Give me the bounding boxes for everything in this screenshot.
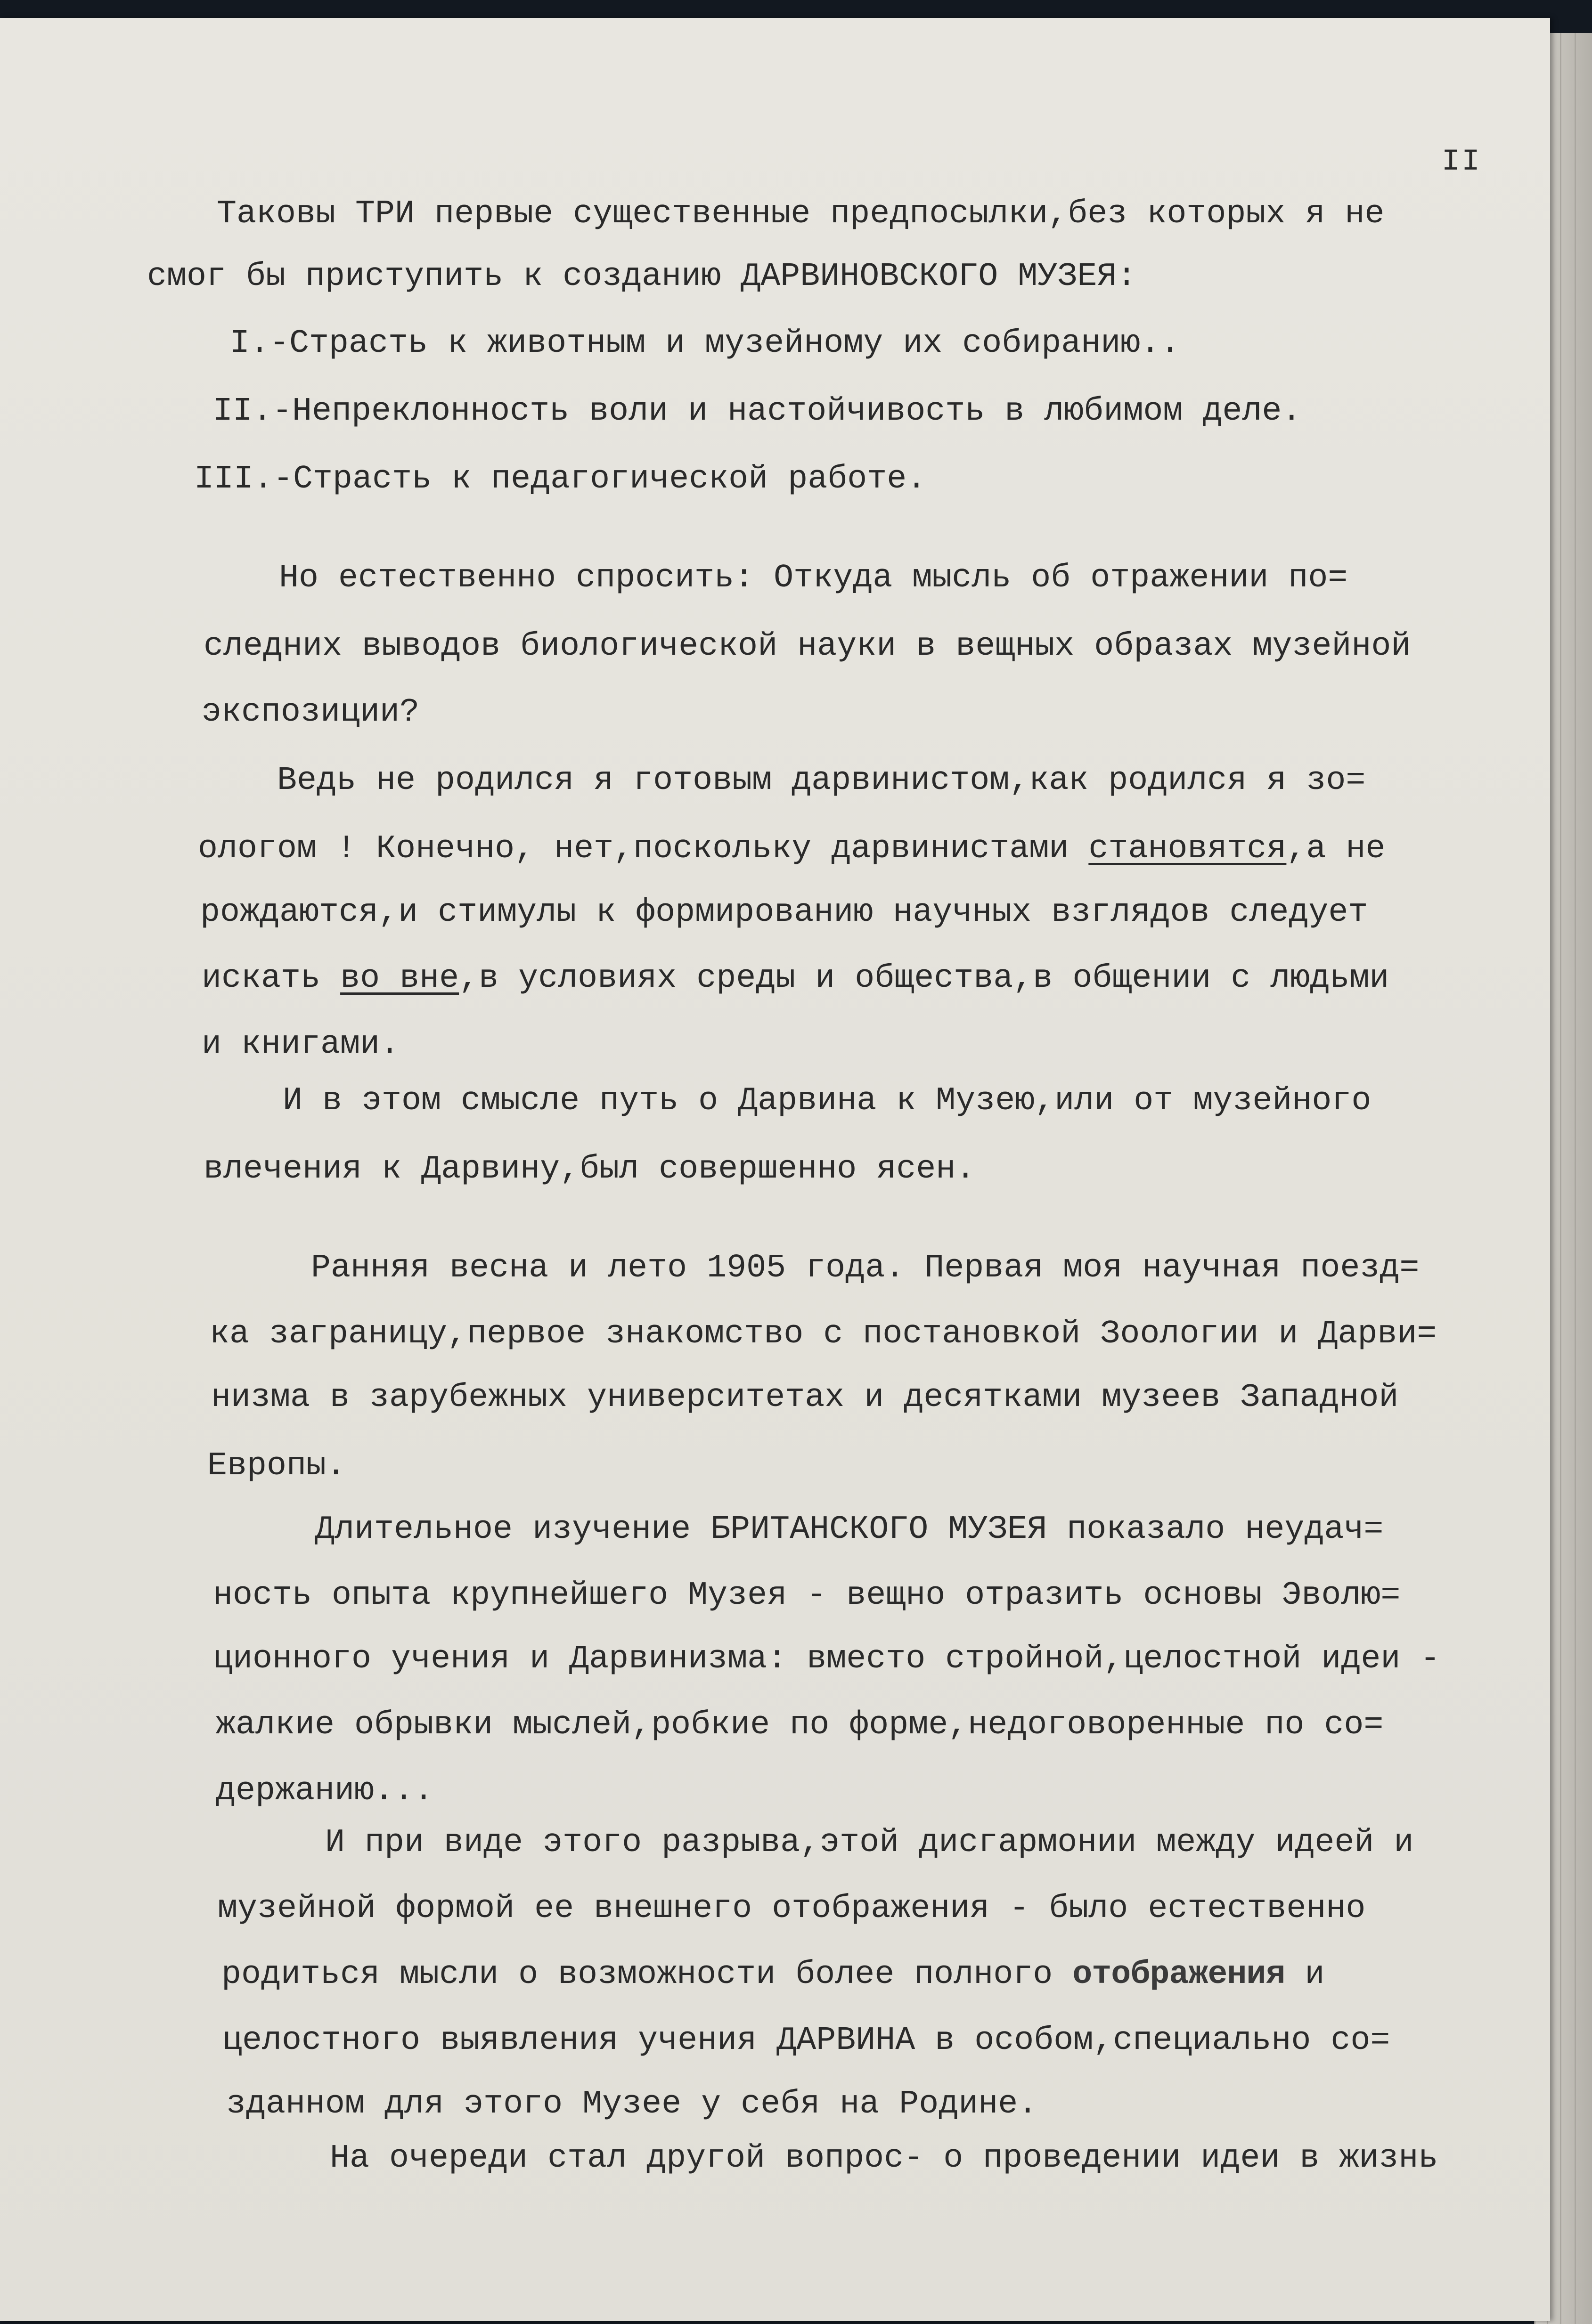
text-line: Ранняя весна и лето 1905 года. Первая моя научная поезд= [311, 1250, 1420, 1287]
text-line: III.-Страсть к педагогической работе. [194, 461, 927, 498]
text-line: жалкие обрывки мыслей,робкие по форме,недоговоренные по со= [216, 1706, 1384, 1744]
text-line: и книгами. [202, 1026, 400, 1063]
text-line: рождаются,и стимулы к формированию научных взглядов следует [200, 894, 1368, 931]
page-number: II [1442, 145, 1482, 179]
text-line: музейной формой ее внешнего отображения - было естественно [218, 1890, 1366, 1927]
text-segment: родиться мысли о возможности более полного [221, 1956, 1073, 1993]
text-segment: ,а не [1286, 830, 1386, 868]
text-line: Ведь не родился я готовым дарвинистом,как родился я зо= [277, 762, 1366, 799]
text-line-with-emphasis [198, 828, 1385, 870]
sheet-edge [1560, 33, 1561, 2324]
text-line: ность опыта крупнейшего Музея - вещно отразить основы Эволю= [213, 1577, 1401, 1614]
sheet-edge [1575, 33, 1576, 2324]
text-line: целостного выявления учения ДАРВИНА в особом,специально со= [222, 2022, 1390, 2059]
text-line: Но естественно спросить: Откуда мысль об отражении по= [279, 560, 1348, 597]
text-line: Таковы ТРИ первые существенные предпосылки,без которых я не [217, 195, 1385, 233]
text-line: И при виде этого разрыва,этой дисгармонии между идеей и [325, 1824, 1414, 1861]
text-segment: и [1285, 1956, 1325, 1993]
underlined-word: становятся [1088, 830, 1287, 868]
text-line: И в этом смысле путь о Дарвина к Музею,или от музейного [283, 1082, 1372, 1120]
text-segment: ,в условиях среды и общества,в общении с людьми [459, 960, 1389, 997]
text-line-with-correction [221, 1954, 1324, 1996]
text-line: влечения к Дарвину,был совершенно ясен. [204, 1151, 976, 1188]
text-segment: ологом ! Конечно, нет,поскольку дарвинистами [198, 830, 1089, 868]
text-line: зданном для этого Музее у себя на Родине. [226, 2086, 1038, 2123]
text-line: На очереди стал другой вопрос- о проведении идеи в жизнь [330, 2140, 1438, 2177]
text-line: I.-Страсть к животным и музейному их собиранию.. [230, 325, 1180, 362]
text-line: ка заграницу,первое знакомство с постановкой Зоологии и Дарви= [210, 1316, 1437, 1353]
overtyped-word: отображения [1072, 1956, 1285, 1993]
text-line: следних выводов биологической науки в вещных образах музейной [204, 628, 1411, 665]
text-line: низма в зарубежных университетах и десятками музеев Западной [211, 1379, 1399, 1416]
text-line: экспозиции? [202, 694, 420, 731]
text-line: Европы. [207, 1447, 346, 1485]
text-line: Длительное изучение БРИТАНСКОГО МУЗЕЯ показало неудач= [315, 1511, 1384, 1548]
text-line-with-emphasis [202, 958, 1389, 1000]
text-line: II.-Непреклонность воли и настойчивость в любимом деле. [213, 393, 1302, 430]
text-line: ционного учения и Дарвинизма: вместо стройной,целостной идеи - [213, 1641, 1440, 1678]
typewritten-page [0, 18, 1550, 2321]
text-segment: искать [202, 960, 341, 997]
text-line: смог бы приступить к созданию ДАРВИНОВСКОГО МУЗЕЯ: [147, 258, 1137, 295]
text-line: держанию... [216, 1772, 434, 1810]
underlined-word: во вне [340, 960, 459, 997]
